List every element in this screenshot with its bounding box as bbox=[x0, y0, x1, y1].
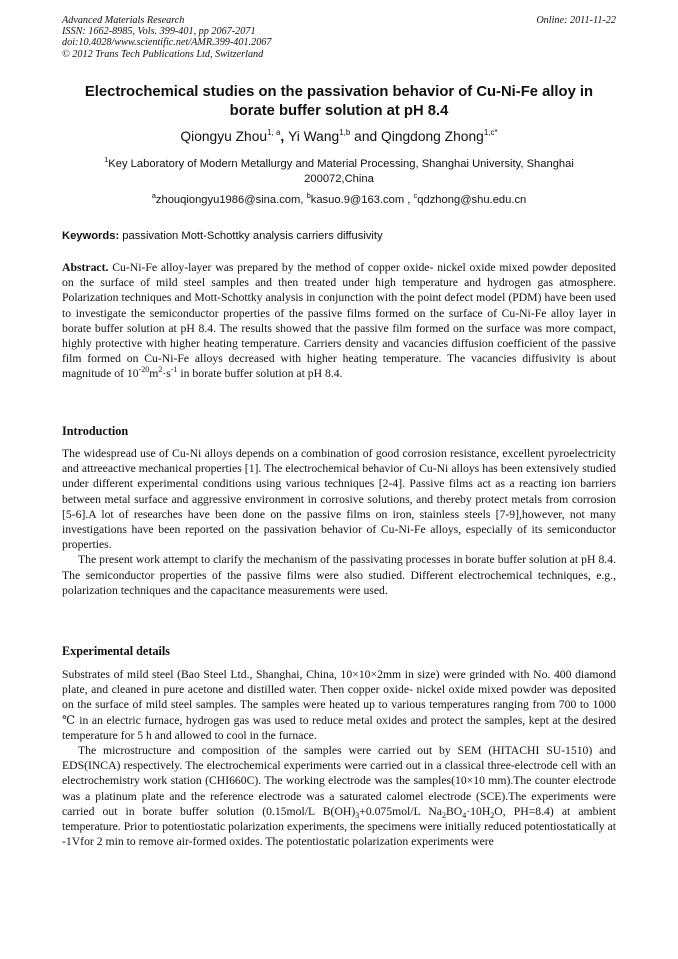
exponent: -1 bbox=[170, 365, 178, 375]
email-c: qdzhong@shu.edu.cn bbox=[417, 194, 527, 206]
paper-title bbox=[62, 83, 616, 121]
author-1: Qiongyu Zhou bbox=[180, 129, 268, 144]
abstract bbox=[62, 260, 616, 382]
paragraph: Substrates of mild steel (Bao Steel Ltd., Shanghai, China, 10×10×2mm in size) were grinded with No. 400 diamond plate, and cleaned in pure acetone and distilled water. Then copper oxide- nickel oxide mixed powder was deposited on the surface of mild steel samples. The samples were heated up to various temperatures ranging from 700 to 1000 ℃ in an electric furnace, hydrogen gas was used to reduce metal oxides and protect the samples, kept at the desired temperature for 5 h and allowed to cool in the furnace. bbox=[62, 668, 616, 742]
abstract-tail: in borate buffer solution at pH 8.4. bbox=[177, 367, 343, 381]
abstract-label: Abstract. bbox=[62, 261, 109, 274]
exponent: -20 bbox=[138, 365, 150, 375]
text-run: O, PH=8.4) at ambient temperature. Prior to potentiostatic polarization experiments, the specimens were initially reduced potentiostatically at -1Vfor 2 min to remove air-formed oxides. The potentiostatic polarization experiments were bbox=[62, 804, 617, 849]
doi-line: doi:10.4028/www.scientific.net/AMR.399-401.2067 bbox=[62, 37, 272, 49]
keywords-label: Keywords: bbox=[62, 230, 120, 242]
abstract-text: Cu-Ni-Fe alloy-layer was prepared by the method of copper oxide- nickel oxide mixed powder deposited on the surface of mild steel samples and then treated under high temperature and hydrogen gas atmosphere. Polarization techniques and Mott-Schottky analysis in conjunction with the point defect model (PDM) have been used to investigate the semiconductor properties of the passive films formed on the surface of Cu-Ni-Fe alloy layer in borate buffer solution at pH 8.4. The results showed that the passive film formed on the surface was more compact, highly protective with higher heating temperature. Carriers density and vacancies diffusion coefficient of the passive film formed on Cu-Ni-Fe alloys decreased with higher heating temperature. The vacancies diffusivity is about magnitude of 10 bbox=[62, 261, 616, 381]
exponent: 2 bbox=[158, 365, 163, 375]
author-2-sup: 1,b bbox=[339, 128, 351, 137]
affiliation bbox=[62, 157, 616, 187]
author-3-sup: 1,c* bbox=[483, 128, 498, 137]
author-2: Yi Wang bbox=[288, 129, 340, 144]
email-list bbox=[62, 191, 616, 206]
unit: m bbox=[149, 367, 159, 381]
author-3: Qingdong Zhong bbox=[381, 129, 484, 144]
affiliation-sup: 1 bbox=[104, 155, 109, 164]
text-run: BO bbox=[445, 804, 463, 818]
title-line-1: Electrochemical studies on the passivation behavior of Cu-Ni-Fe alloy in bbox=[84, 84, 594, 100]
section-heading-experimental: Experimental details bbox=[62, 644, 170, 658]
introduction-body bbox=[62, 446, 616, 598]
journal-name: Advanced Materials Research bbox=[62, 15, 185, 26]
email-b: kasuo.9@163.com , bbox=[310, 194, 414, 206]
subscript: 2 bbox=[441, 810, 446, 820]
section-heading-introduction: Introduction bbox=[62, 424, 129, 438]
email-sup: b bbox=[306, 191, 311, 200]
email-sup: a bbox=[151, 191, 156, 200]
affiliation-line-1: Key Laboratory of Modern Metallurgy and Material Processing, Shanghai University, Shanghai bbox=[108, 158, 574, 170]
copyright-line: © 2012 Trans Tech Publications Ltd, Switzerland bbox=[62, 48, 264, 60]
text-run: ·10H bbox=[466, 804, 491, 818]
text-run: +0.075mol/L Na bbox=[359, 804, 442, 818]
author-list bbox=[62, 128, 616, 146]
paragraph: The widespread use of Cu-Ni alloys depends on a combination of good corrosion resistance, excellent pyroelectricity and attreeactive mechanical properties [1]. The electrochemical behavior of Cu-Ni alloys has been extensively studied under different experimental conditions using various techniques [2-4]. Passive films act as a reacting ion barriers between metal surface and aggressive environment in corrosive solutions, and thereby protect metals from corrosion [5-6].A lot of researches have been done on the passive films on iron, stainless steels [7-9],however, not many investigations have been reported on the passivation behavior of Cu-Ni-Fe alloys, especially of its semiconductor properties. bbox=[62, 447, 616, 552]
author-separator: and bbox=[350, 129, 382, 144]
issn-line: ISSN: 1662-8985, Vols. 399-401, pp 2067-2071 bbox=[62, 26, 256, 38]
email-sup: c bbox=[413, 191, 418, 200]
paragraph: The present work attempt to clarify the mechanism of the passivating processes in borate buffer solution at pH 8.4. The semiconductor properties of the passive films were also studied. Different electrochemical techniques, e.g., polarization techniques and the capacitance measurements were used. bbox=[62, 553, 616, 597]
affiliation-line-2: 200072,China bbox=[304, 173, 374, 185]
subscript: 4 bbox=[462, 810, 467, 820]
unit: ·s bbox=[162, 367, 171, 381]
online-date: Online: 2011-11-22 bbox=[536, 15, 616, 26]
subscript: 3 bbox=[355, 810, 360, 820]
author-separator: , bbox=[280, 129, 289, 144]
journal-header bbox=[62, 15, 271, 60]
keywords-text: passivation Mott-Schottky analysis carriers diffusivity bbox=[119, 230, 383, 242]
author-1-sup: 1, a bbox=[267, 128, 281, 137]
keywords bbox=[62, 230, 383, 242]
subscript: 2 bbox=[490, 810, 495, 820]
experimental-body bbox=[62, 667, 616, 849]
title-line-2: borate buffer solution at pH 8.4 bbox=[229, 103, 449, 119]
paragraph bbox=[62, 743, 616, 849]
email-a: zhouqiongyu1986@sina.com, bbox=[155, 194, 307, 206]
text-run: The microstructure and composition of the samples were carried out by SEM (HITACHI SU-1510) and EDS(INCA) respectively. The electrochemical experiments were carried out in a classical three-electrode cell with an electrochemistry work station (CHI660C). The working electrode was the samples(10×10 mm).The counter electrode was a platinum plate and the reference electrode was a saturated calomel electrode (SCE).The experiments were carried out in borate buffer solution (0.15mol/L B(OH) bbox=[62, 744, 616, 818]
